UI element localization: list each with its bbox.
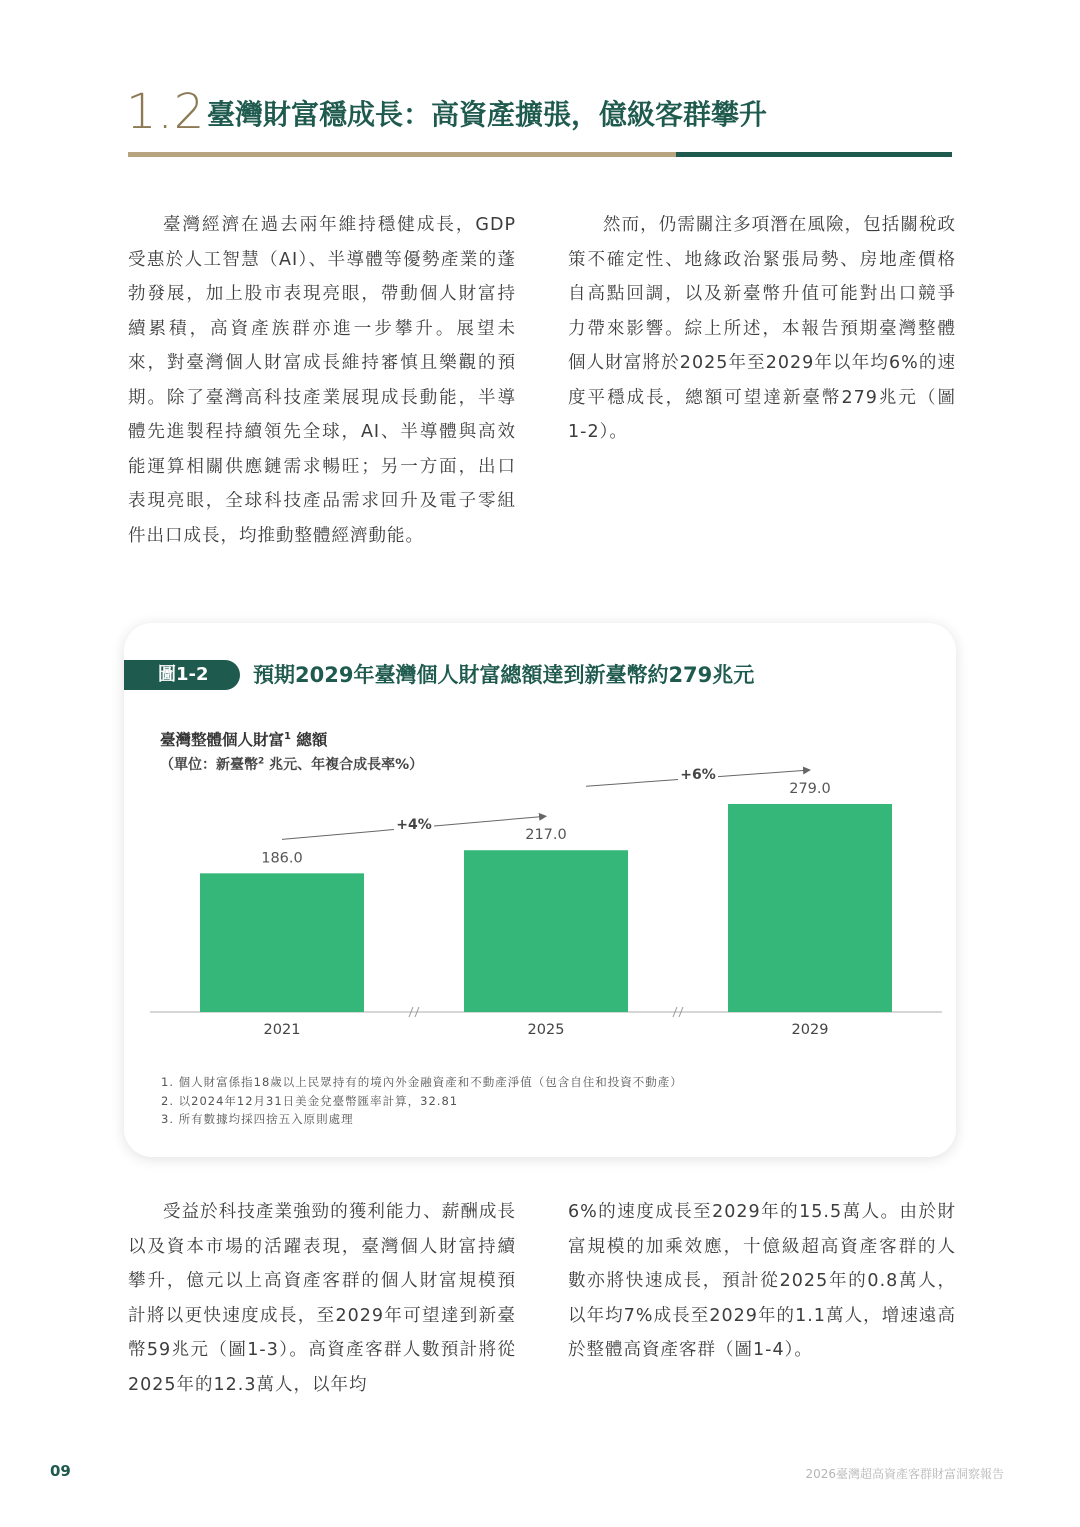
chart-unit-suffix: 兆元、年複合成長率%） (264, 757, 424, 773)
section-title: 臺灣財富穩成長：高資產擴張，億級客群攀升 (207, 98, 768, 131)
growth-label-1: +4% (396, 816, 432, 833)
body-top-left-paragraph: 臺灣經濟在過去兩年維持穩健成長，GDP受惠於人工智慧（AI）、半導體等優勢產業的蓬勃發展，加上股市表現亮眼，帶動個人財富持續累積，高資產族群亦進一步攀升。展望未來，對臺灣個人財富成長維持審慎且樂觀的預期。除了臺灣高科技產業展現成長動能，半導體先進製程持續領先全球，AI、半導體與高效能運算相關供應鏈需求暢旺；另一方面，出口表現亮眼，全球科技產品需求回升及電子零組件出口成長，均推動整體經濟動能。 (128, 215, 516, 546)
figure-title: 預期2029年臺灣個人財富總額達到新臺幣約279兆元 (253, 663, 755, 687)
category-label-2029: 2029 (791, 1022, 829, 1038)
figure-note-3: 3. 所有數據均採四捨五入原則處理 (161, 1112, 354, 1126)
figure-note-1: 1. 個人財富係指18歲以上民眾持有的境內外金融資產和不動產淨值（包含自住和投資不動產） (161, 1075, 683, 1089)
body-top-right-column (568, 208, 956, 450)
value-label-2029: 279.0 (789, 781, 831, 797)
figure-note-2: 2. 以2024年12月31日美金兌臺幣匯率計算，32.81 (161, 1093, 459, 1108)
growth-label-2: +6% (680, 767, 716, 784)
figure-tag: 圖1-2 (124, 660, 240, 690)
body-bottom-right-column (568, 1195, 956, 1368)
chart-measure-label-footnote: 1 (284, 730, 291, 742)
page-number: 09 (50, 1462, 71, 1480)
chart-unit-prefix: （單位：新臺幣 (160, 757, 258, 773)
chart-measure-label-tail: 總額 (290, 731, 328, 749)
body-top-left-column (128, 208, 516, 553)
chart-measure-label-main: 臺灣整體個人財富 (160, 731, 285, 749)
title-rule-gold (128, 152, 676, 157)
value-label-2021: 186.0 (261, 850, 303, 867)
figure-notes (161, 1073, 683, 1129)
bar-2025 (464, 850, 628, 1012)
bar-2021 (200, 873, 364, 1012)
category-label-2021: 2021 (263, 1022, 301, 1038)
section-number: 1.2 (126, 84, 206, 140)
value-label-2025: 217.0 (525, 827, 567, 844)
body-bottom-right-paragraph: 6%的速度成長至2029年的15.5萬人。由於財富規模的加乘效應，十億級超高資產客群的人數亦將快速成長，預計從2025年的0.8萬人，以年均7%成長至2029年的1.1萬人，增速遠高於整體高資產客群（圖1-4）。 (568, 1202, 956, 1360)
body-bottom-left-paragraph: 受益於科技產業強勁的獲利能力、薪酬成長以及資本市場的活躍表現，臺灣個人財富持續攀升，億元以上高資產客群的個人財富規模預計將以更快速度成長，至2029年可望達到新臺幣59兆元（圖1-3）。高資產客群人數預計將從2025年的12.3萬人，以年均 (128, 1202, 516, 1395)
chart-unit-footnote: 2 (258, 756, 265, 767)
body-bottom-left-column (128, 1195, 516, 1402)
footer-report-title: 2026臺灣超高資產客群財富洞察報告 (805, 1467, 1004, 1481)
category-label-2025: 2025 (527, 1022, 565, 1038)
bar-2029 (728, 804, 892, 1012)
body-top-right-paragraph: 然而，仍需關注多項潛在風險，包括關稅政策不確定性、地緣政治緊張局勢、房地產價格自高點回調，以及新臺幣升值可能對出口競爭力帶來影響。綜上所述，本報告預期臺灣整體個人財富將於2025年至2029年以年均6%的速度平穩成長，總額可望達新臺幣279兆元（圖1-2）。 (568, 215, 956, 442)
title-rule-green (676, 152, 952, 157)
